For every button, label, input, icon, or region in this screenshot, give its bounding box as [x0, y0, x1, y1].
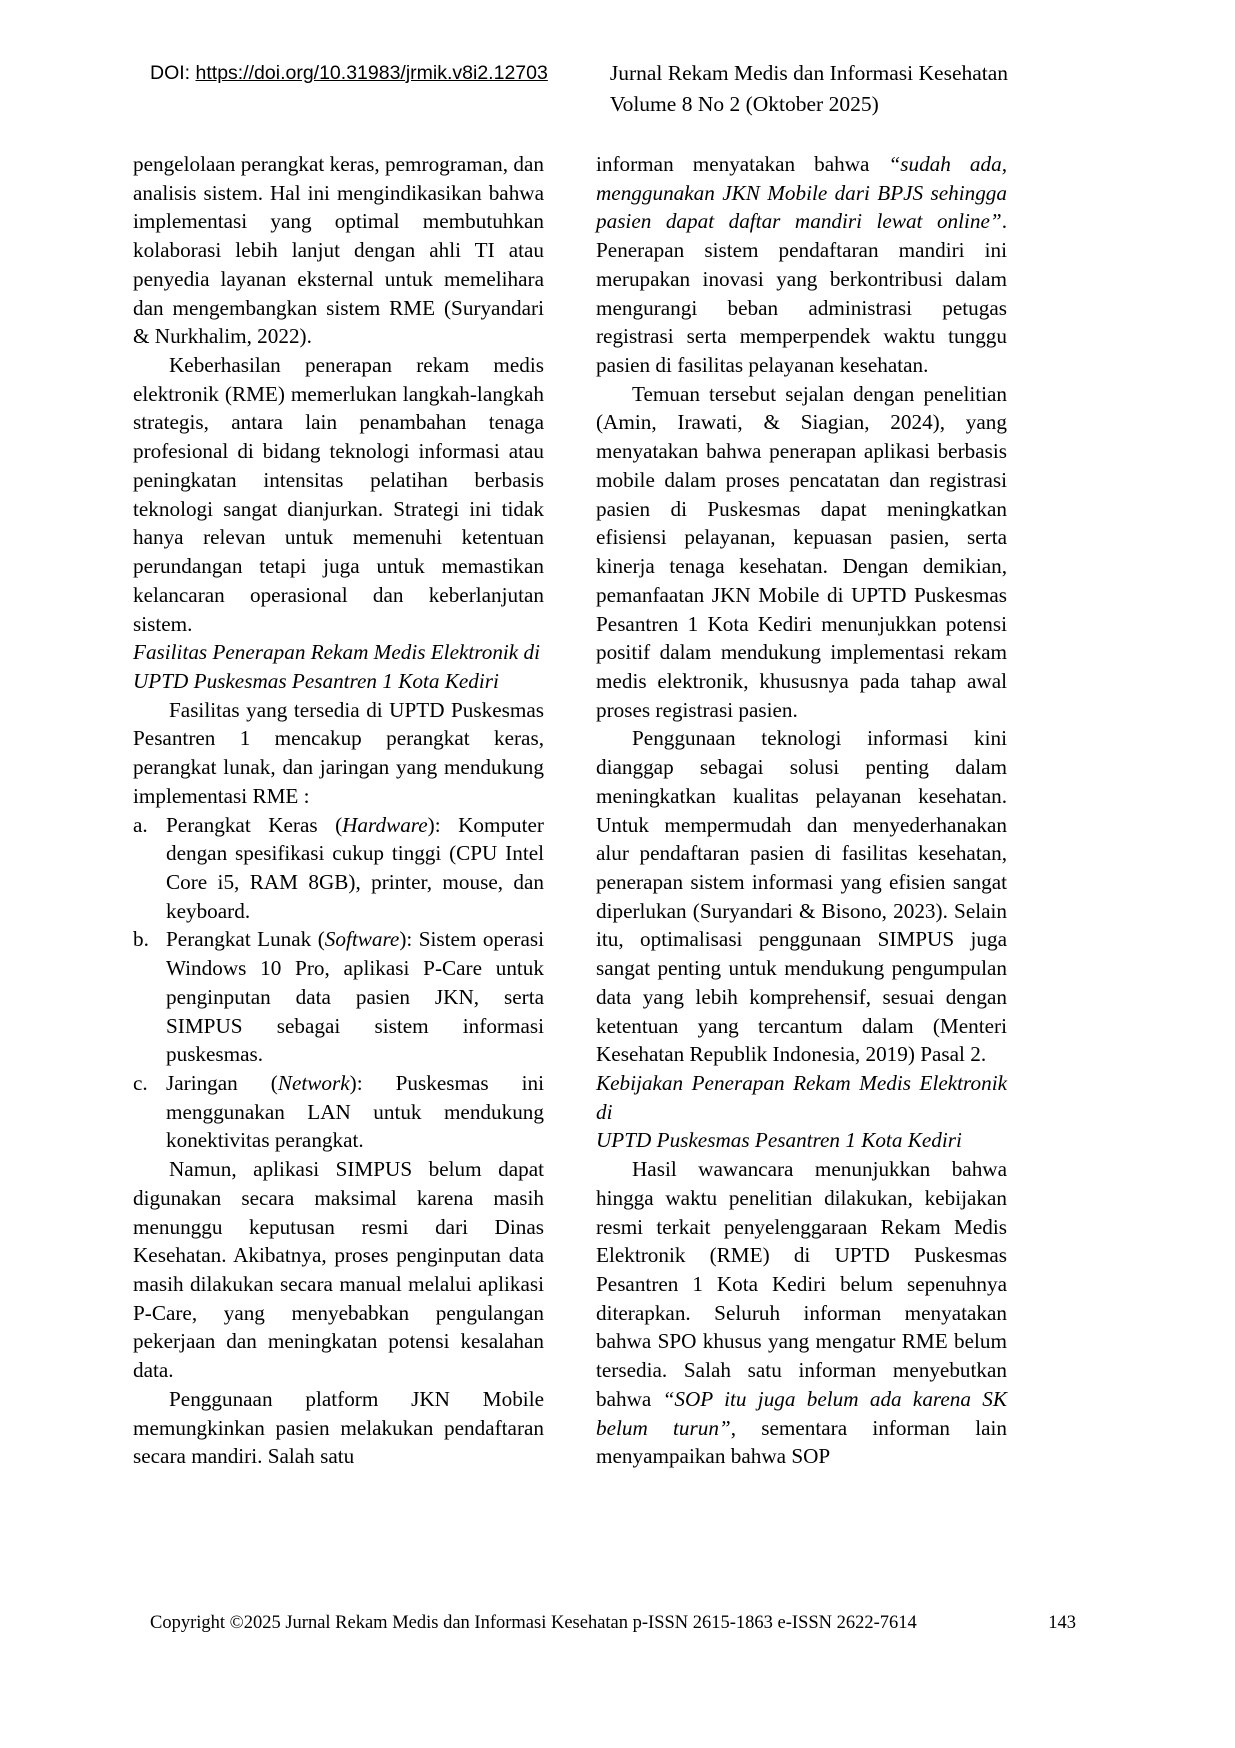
sop-quote: “SOP itu juga belum ada karena SK belum turun” [596, 1386, 1008, 1440]
right-column [596, 150, 1007, 1471]
list-item-text [166, 1069, 544, 1155]
list-item [133, 1069, 544, 1155]
list-text-after: ): Sistem operasi Windows 10 Pro, aplikasi P-Care untuk penginputan data pasien JKN, serta SIMPUS sebagai sistem informasi puskesmas. [166, 927, 544, 1067]
journal-info [610, 58, 1008, 119]
list-text-before: Perangkat Lunak ( [166, 927, 325, 952]
list-term-italic: Hardware [342, 812, 428, 837]
journal-title: Jurnal Rekam Medis dan Informasi Kesehatan [609, 61, 1009, 85]
wawancara-follow-up: , sementara informan lain menyampaikan bahwa SOP [596, 1415, 1007, 1469]
doi-line [150, 58, 548, 86]
quote-follow-up: . Penerapan sistem pendaftaran mandiri ini merupakan inovasi yang berkontribusi dalam mengurangi beban administrasi petugas registrasi serta memperpendek waktu tunggu pasien di fasilitas pelayanan kesehatan. [596, 209, 1007, 378]
list-text-before: Jaringan ( [166, 1071, 278, 1095]
list-item [133, 925, 544, 1069]
facilities-list [133, 811, 544, 1156]
paragraph-hasil-wawancara [596, 1155, 1007, 1471]
list-term-italic: Network [277, 1071, 350, 1095]
quote-lead-in: informan menyatakan bahwa [596, 152, 889, 176]
page-header [150, 58, 1090, 119]
list-text-before: Perangkat Keras ( [166, 812, 343, 837]
body-columns [0, 150, 1235, 1550]
paragraph-keberhasilan: Keberhasilan penerapan rekam medis elektronik (RME) memerlukan langkah-langkah strategis, antara lain penambahan tenaga profesional di bidang teknologi informasi atau peningkatan intensitas pelatihan berbasis teknologi sangat dianjurkan. Strategi ini tidak hanya relevan untuk memenuhi ketentuan perundangan tetapi juga untuk memastikan kelancaran operasional dan keberlanjutan sistem. [133, 353, 544, 636]
paragraph-teknologi: Penggunaan teknologi informasi kini dianggap sebagai solusi penting dalam meningkatkan kualitas pelayanan kesehatan. Untuk mempermudah dan menyederhanakan alur pendaftaran pasien di fasilitas kesehatan, penerapan sistem informasi yang efisien sangat diperlukan (Suryandari & Bisono, 2023). Selain itu, optimalisasi penggunaan SIMPUS juga sangat penting untuk mendukung pengumpulan data yang lebih komprehensif, sesuai dengan ketentuan yang tercantum dalam (Menteri Kesehatan Republik Indonesia, 2019) Pasal 2. [596, 726, 1007, 1067]
wawancara-lead-in: Hasil wawancara menunjukkan bahwa hingga waktu penelitian dilakukan, kebijakan resmi terkait penyelenggaraan Rekam Medis Elektronik (RME) di UPTD Puskesmas Pesantren 1 Kota Kediri belum sepenuhnya diterapkan. Seluruh informan menyatakan bahwa SPO khusus yang mengatur RME belum tersedia. Salah satu informan menyebutkan bahwa [596, 1157, 1007, 1411]
doi-link[interactable]: https://doi.org/10.31983/jrmik.v8i2.12703 [195, 62, 548, 84]
subheading-fasilitas-line1: Fasilitas Penerapan Rekam Medis Elektronik di [133, 640, 540, 665]
list-marker: a. [133, 812, 148, 837]
paragraph-temuan: Temuan tersebut sejalan dengan penelitian (Amin, Irawati, & Siagian, 2024), yang menyatakan bahwa penerapan aplikasi berbasis mobile dalam proses pencatatan dan registrasi pasien di Puskesmas dapat meningkatkan efisiensi pelayanan, kepuasan pasien, serta kinerja tenaga kesehatan. Dengan demikian, pemanfaatan JKN Mobile di UPTD Puskesmas Pesantren 1 Kota Kediri menunjukkan potensi positif dalam mendukung implementasi rekam medis elektronik, khususnya pada tahap awal proses registrasi pasien. [596, 381, 1007, 722]
list-item [133, 811, 544, 926]
paragraph-continuation: pengelolaan perangkat keras, pemrograman, dan analisis sistem. Hal ini mengindikasikan bahwa implementasi yang optimal membutuhkan kolaborasi lebih lanjut dengan ahli TI atau penyedia layanan eksternal untuk memelihara dan mengembangkan sistem RME (Suryandari & Nurkhalim, 2022). [133, 152, 544, 349]
list-marker: c. [133, 1071, 148, 1095]
list-term-italic: Software [324, 927, 400, 952]
page-number: 143 [1048, 1613, 1076, 1633]
list-text-after: ): Komputer dengan spesifikasi cukup tinggi (CPU Intel Core i5, RAM 8GB), printer, mouse, dan keyboard. [166, 812, 544, 923]
doi-label: DOI: [150, 62, 196, 84]
subheading-kebijakan-line2: UPTD Puskesmas Pesantren 1 Kota Kediri [596, 1128, 962, 1153]
list-item-text [166, 925, 544, 1069]
paragraph-namun: Namun, aplikasi SIMPUS belum dapat digunakan secara maksimal karena masih menunggu keputusan resmi dari Dinas Kesehatan. Akibatnya, proses penginputan data masih dilakukan secara manual melalui aplikasi P-Care, yang menyebabkan pengulangan pekerjaan dan meningkatan potensi kesalahan data. [133, 1157, 544, 1383]
subheading-kebijakan-line1: Kebijakan Penerapan Rekam Medis Elektronik di [596, 1071, 1007, 1124]
left-column [133, 150, 544, 1471]
copyright-notice: Copyright ©2025 Jurnal Rekam Medis dan Informasi Kesehatan p-ISSN 2615-1863 e-ISSN 2622-7614 [150, 1613, 917, 1633]
informant-quote: “sudah ada, menggunakan JKN Mobile dari BPJS sehingga pasien dapat daftar mandiri lewat online” [596, 152, 1007, 234]
subheading-fasilitas-line2: UPTD Puskesmas Pesantren 1 Kota Kediri [133, 668, 499, 693]
list-item-text [166, 811, 544, 926]
list-text-after: ): Puskesmas ini menggunakan LAN untuk mendukung konektivitas perangkat. [166, 1071, 544, 1153]
paragraph-jkn-mobile: Penggunaan platform JKN Mobile memungkinkan pasien melakukan pendaftaran secara mandiri. Salah satu [133, 1386, 544, 1469]
paragraph-fasilitas-intro: Fasilitas yang tersedia di UPTD Puskesmas Pesantren 1 mencakup perangkat keras, perangkat lunak, dan jaringan yang mendukung implementasi RME : [133, 697, 544, 808]
paragraph-informan-quote [596, 150, 1007, 380]
page-footer [150, 1613, 1090, 1634]
list-marker: b. [133, 927, 149, 952]
journal-volume: Volume 8 No 2 (Oktober 2025) [609, 91, 879, 116]
